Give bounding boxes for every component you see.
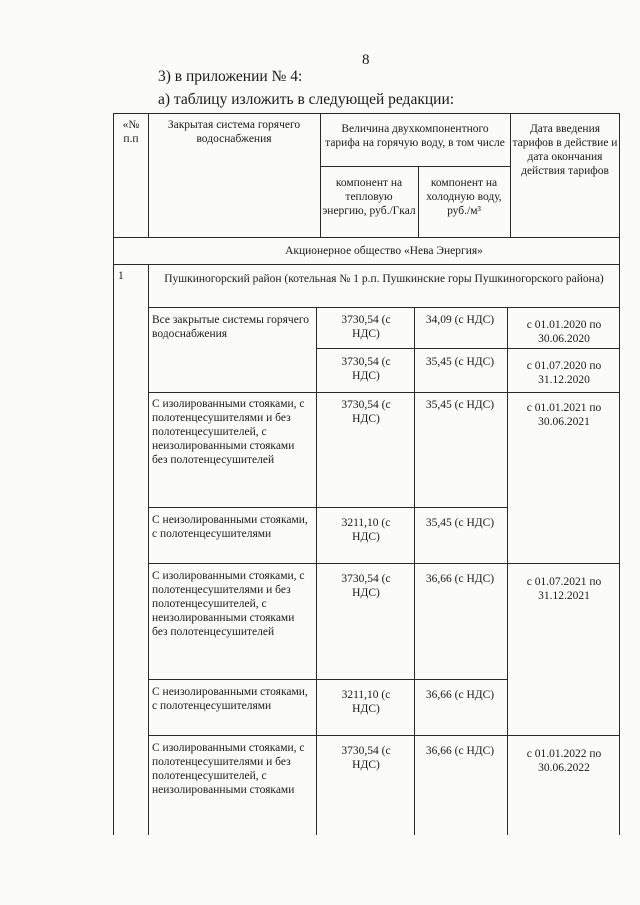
row1-bottom-line (316, 348, 620, 349)
row2-bottom-line (148, 392, 620, 393)
table-border-top (113, 113, 620, 114)
col-cold-line-bottom (507, 307, 508, 835)
col-system-line-top (320, 113, 321, 237)
header-cold: компонент на холодную воду, руб./м³ (426, 177, 502, 217)
col-thermal-line-top (418, 166, 419, 237)
table-border-right (619, 307, 620, 835)
row6-system: С неизолированными стояками, с полотенцесушителями (152, 686, 308, 712)
row2-thermal: 3730,54 (с НДС) (341, 356, 391, 382)
header-bottom-line (113, 237, 620, 238)
col-num-line-bottom (148, 264, 149, 835)
row2-dates: с 01.07.2020 по 31.12.2020 (526, 360, 602, 386)
row7-system: С изолированными стояками, с полотенцесушителями и без полотенцесушителей, с неизолированными стояками (152, 742, 305, 796)
row6-cold: 36,66 (с НДС) (425, 689, 495, 701)
row7-thermal: 3730,54 (с НДС) (341, 745, 391, 771)
row1-thermal: 3730,54 (с НДС) (341, 314, 391, 340)
header-thermal: компонент на тепловую энергию, руб./Гкал (322, 177, 416, 217)
row3-cold: 35,45 (с НДС) (425, 399, 495, 411)
district-name: Пушкиногорский район (котельная № 1 р.п. Пушкинские горы Пушкиногорского района) (164, 273, 604, 285)
page-number: 8 (362, 52, 370, 68)
row5-bottom-line (148, 679, 507, 680)
row5-cold: 36,66 (с НДС) (425, 573, 495, 585)
org-bottom-line (113, 264, 620, 265)
row3-bottom-line (148, 507, 507, 508)
row4-thermal: 3211,10 (с НДС) (341, 517, 391, 543)
row2-cold: 35,45 (с НДС) (425, 356, 495, 368)
row4-system: С неизолированными стояками, с полотенцесушителями (152, 514, 308, 540)
header-dates: Дата введения тарифов в действие и дата окончания действия тарифов (512, 123, 618, 177)
row4-bottom-line (148, 563, 620, 564)
organization-name: Акционерное общество «Нева Энергия» (285, 245, 483, 257)
row1-dates: с 01.01.2020 по 30.06.2020 (526, 319, 602, 345)
col-system-line-bottom (316, 307, 317, 835)
row4-cold: 35,45 (с НДС) (425, 517, 495, 529)
row6-thermal: 3211,10 (с НДС) (341, 689, 391, 715)
row6-bottom-line (148, 735, 620, 736)
row7-dates: с 01.01.2022 по 30.06.2022 (526, 748, 602, 774)
row1-system: Все закрытые системы горячего водоснабжения (152, 314, 309, 340)
row1-cold: 34,09 (с НДС) (425, 314, 495, 326)
header-tariff: Величина двухкомпонентного тарифа на горячую воду, в том числе (325, 123, 505, 149)
col-cold-line-top (510, 113, 511, 237)
row3-system: С изолированными стояками, с полотенцесушителями и без полотенцесушителей, с неизолированными стояками без полотенцесушителей (152, 398, 305, 466)
row3-dates: с 01.01.2021 по 30.06.2021 (526, 402, 602, 428)
header-inner-line (320, 166, 510, 167)
col-thermal-line-bottom (414, 307, 415, 835)
table-border-right-top (619, 113, 620, 307)
intro-line-2: а) таблицу изложить в следующей редакции: (158, 91, 455, 108)
header-num: «№ п.п (122, 119, 140, 145)
row3-thermal: 3730,54 (с НДС) (341, 399, 391, 425)
col-num-line-top (148, 113, 149, 237)
row7-cold: 36,66 (с НДС) (425, 745, 495, 757)
table-border-left (113, 113, 114, 835)
row5-thermal: 3730,54 (с НДС) (341, 573, 391, 599)
intro-line-1: 3) в приложении № 4: (158, 68, 303, 85)
header-system: Закрытая система горячего водоснабжения (167, 119, 301, 145)
section-number: 1 (118, 270, 124, 282)
district-bottom-line (148, 307, 620, 308)
row5-system: С изолированными стояками, с полотенцесушителями и без полотенцесушителей, с неизолированными стояками без полотенцесушителей (152, 570, 305, 638)
row5-dates: с 01.07.2021 по 31.12.2021 (526, 576, 602, 602)
